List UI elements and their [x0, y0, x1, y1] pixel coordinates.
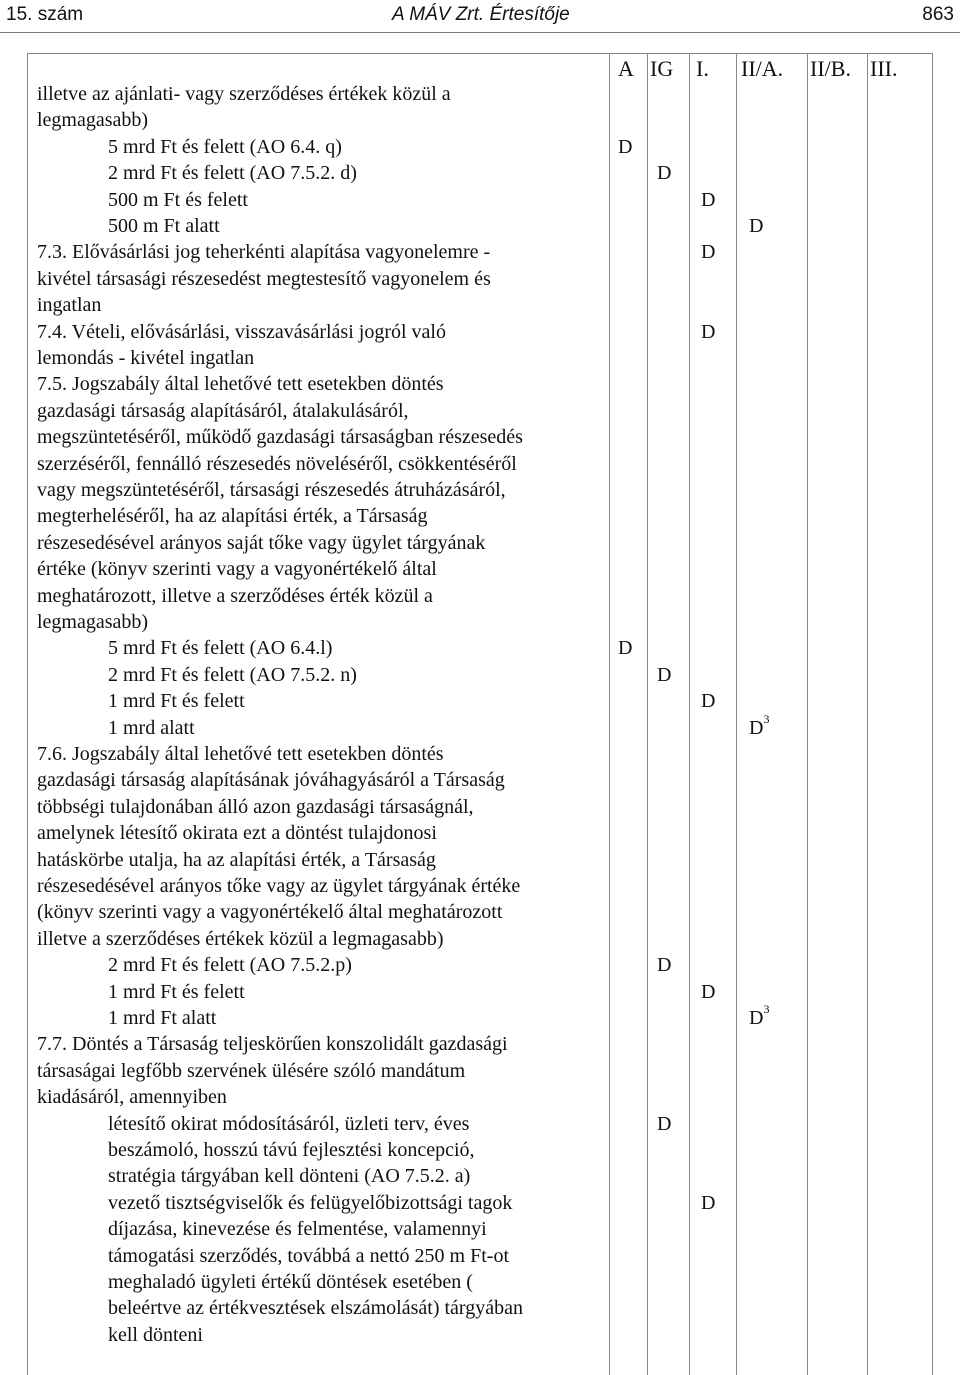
column-divider	[736, 54, 737, 1375]
approval-mark-letter: D	[618, 637, 633, 660]
row-text: vezető tisztségviselők és felügyelőbizottsági tagok	[108, 1191, 513, 1214]
row-text: 2 mrd Ft és felett (AO 7.5.2. d)	[108, 162, 357, 185]
approval-mark-letter: D	[749, 716, 764, 739]
row-text: 7.4. Vételi, elővásárlási, visszavásárlási jogról való	[37, 320, 446, 343]
row-text: 1 mrd Ft alatt	[108, 1007, 217, 1029]
column-header: I.	[696, 56, 709, 81]
approval-mark	[701, 1190, 715, 1216]
approval-mark	[701, 239, 715, 265]
row-text: 7.5. Jogszabály által lehetővé tett esetekben döntés	[37, 373, 444, 396]
row-text: megszüntetéséről, működő gazdasági társaságban részesedés	[37, 426, 523, 449]
approval-mark-letter: D	[657, 954, 672, 977]
row-text: létesítő okirat módosításáról, üzleti terv, éves	[108, 1112, 470, 1135]
approval-mark-letter: D	[701, 1191, 716, 1214]
column-header: III.	[870, 56, 898, 81]
row-text: beszámoló, hosszú távú fejlesztési koncepció,	[108, 1139, 475, 1161]
row-text: többségi tulajdonában álló azon gazdasági társaságnál,	[37, 795, 474, 818]
row-text: illetve a szerződéses értékek közül a legmagasabb)	[37, 927, 444, 950]
approval-mark-letter: D	[657, 1112, 672, 1135]
row-text: megterheléséről, ha az alapítási érték, a Társaság	[37, 505, 428, 528]
approval-mark-letter: D	[701, 320, 716, 343]
row-text: vagy megszüntetéséről, társasági részesedés átruházásáról,	[37, 479, 506, 501]
row-text: hatáskörbe utalja, ha az alapítási érték, a Társaság	[37, 848, 436, 871]
approval-mark	[657, 952, 671, 978]
column-divider	[689, 54, 690, 1375]
footnote-ref: 3	[763, 1002, 770, 1016]
approval-mark-letter: D	[657, 162, 672, 185]
approval-mark	[701, 979, 715, 1005]
row-text: amelynek létesítő okirata ezt a döntést tulajdonosi	[37, 822, 437, 845]
row-text: szerzéséről, fennálló részesedés növeléséről, csökkentéséről	[37, 452, 517, 475]
row-text: 1 mrd Ft és felett	[108, 690, 245, 713]
approval-mark	[701, 319, 715, 345]
approval-mark	[701, 187, 715, 213]
row-text: értéke (könyv szerinti vagy a vagyonértékelő által	[37, 558, 437, 581]
approval-mark	[749, 213, 763, 239]
approval-mark	[701, 688, 715, 714]
column-divider	[609, 54, 610, 1375]
footnote-ref: 3	[763, 711, 770, 726]
header-rule	[0, 32, 960, 33]
approval-mark	[657, 662, 671, 688]
row-text: gazdasági társaság alapításának jóváhagyásáról a Társaság	[37, 769, 505, 792]
row-text: 1 mrd alatt	[108, 716, 195, 739]
approval-mark-letter: D	[701, 188, 716, 211]
row-text: legmagasabb)	[37, 611, 149, 633]
row-text: legmagasabb)	[37, 109, 149, 132]
row-text: 2 mrd Ft és felett (AO 7.5.2. n)	[108, 663, 357, 686]
row-text: 5 mrd Ft és felett (AO 6.4. q)	[108, 135, 342, 158]
page-number: 863	[922, 4, 954, 25]
row-text: 5 mrd Ft és felett (AO 6.4.l)	[108, 637, 333, 660]
row-text: (könyv szerinti vagy a vagyonértékelő által meghatározott	[37, 901, 503, 924]
column-header: IG	[650, 56, 674, 81]
row-text: kiadásáról, amennyiben	[37, 1086, 227, 1109]
approval-mark-letter: D	[618, 135, 633, 158]
approval-mark-letter: D	[749, 1007, 764, 1029]
row-text: részesedésével arányos saját tőke vagy ügylet tárgyának	[37, 531, 486, 554]
row-text: támogatási szerződés, továbbá a nettó 250 m Ft-ot	[108, 1244, 510, 1267]
row-text: 500 m Ft és felett	[108, 188, 248, 211]
approval-mark-letter: D	[701, 690, 716, 713]
approval-mark	[657, 160, 671, 186]
column-header: II/A.	[741, 56, 784, 81]
row-text: 2 mrd Ft és felett (AO 7.5.2.p)	[108, 954, 352, 977]
row-text: 7.7. Döntés a Társaság teljeskörűen konszolidált gazdasági	[37, 1033, 508, 1056]
row-text: ingatlan	[37, 294, 102, 317]
row-text: stratégia tárgyában kell dönteni (AO 7.5.2. a)	[108, 1165, 471, 1188]
approval-mark	[749, 1002, 770, 1031]
row-text: 500 m Ft alatt	[108, 215, 220, 237]
row-text: meghatározott, illetve a szerződéses érték közül a	[37, 584, 433, 607]
approval-mark-letter: D	[701, 241, 716, 264]
approval-mark-letter: D	[701, 980, 716, 1003]
row-text: 1 mrd Ft és felett	[108, 980, 245, 1003]
approval-mark	[618, 134, 632, 160]
column-divider	[867, 54, 868, 1375]
row-text: illetve az ajánlati- vagy szerződéses értékek közül a	[37, 83, 451, 105]
row-text: gazdasági társaság alapításáról, átalakulásáról,	[37, 399, 409, 422]
column-header: II/B.	[810, 56, 851, 81]
row-text: kell dönteni	[108, 1323, 203, 1346]
issue-number: 15. szám	[6, 4, 84, 25]
publication-title: A MÁV Zrt. Értesítője	[392, 4, 570, 25]
row-text: 7.6. Jogszabály által lehetővé tett esetekben döntés	[37, 743, 444, 765]
approval-mark	[657, 1111, 671, 1137]
column-header: A	[618, 56, 634, 81]
row-text: 7.3. Elővásárlási jog teherkénti alapítása vagyonelemre -	[37, 241, 491, 264]
authority-table	[27, 53, 933, 1375]
column-divider	[807, 54, 808, 1375]
row-text: részesedésével arányos tőke vagy az ügylet tárgyának értéke	[37, 875, 521, 897]
row-text: lemondás - kivétel ingatlan	[37, 347, 255, 369]
row-text: kivétel társasági részesedést megtestesítő vagyonelem és	[37, 267, 491, 290]
approval-mark-letter: D	[749, 215, 764, 237]
approval-mark	[749, 711, 770, 741]
approval-mark	[618, 635, 632, 661]
row-text: díjazása, kinevezése és felmentése, valamennyi	[108, 1218, 487, 1241]
approval-mark-letter: D	[657, 663, 672, 686]
row-text: társaságai legfőbb szervének ülésére szóló mandátum	[37, 1059, 466, 1082]
row-text: meghaladó ügyleti értékű döntések esetében (	[108, 1271, 473, 1293]
column-divider	[647, 54, 648, 1375]
page-header	[0, 0, 960, 32]
row-text: beleértve az értékvesztések elszámolását) tárgyában	[108, 1297, 523, 1320]
